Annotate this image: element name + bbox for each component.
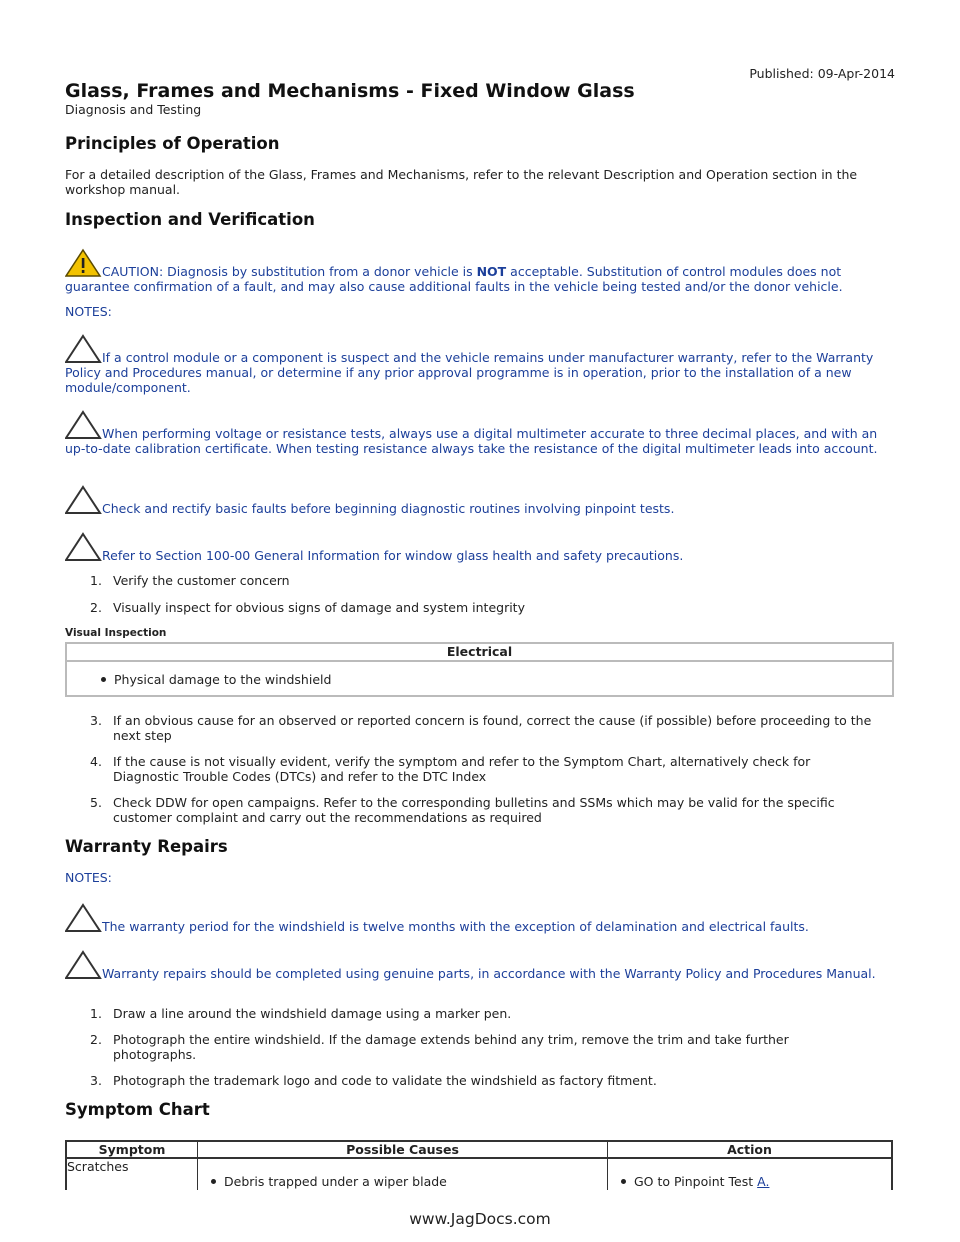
cause-text: Debris trapped under a wiper blade <box>224 1174 447 1189</box>
step-text: If an obvious cause for an observed or reported concern is found, correct the cause (if possible) before proceeding to the next step <box>113 713 872 743</box>
warranty-notes-label: NOTES: <box>65 870 112 885</box>
step-text: Photograph the trademark logo and code to validate the windshield as factory fitment. <box>113 1073 657 1088</box>
step-text: If the cause is not visually evident, verify the symptom and refer to the Symptom Chart, alternatively check for Diagnostic Trouble Codes (DTCs) and refer to the DTC Index <box>113 754 811 784</box>
step-text: Verify the customer concern <box>113 573 290 588</box>
note-triangle-icon <box>65 485 102 515</box>
bullet-icon <box>621 1179 626 1184</box>
published-date: Published: 09-Apr-2014 <box>749 66 895 81</box>
caution-note <box>65 248 895 294</box>
step-text: Visually inspect for obvious signs of damage and system integrity <box>113 600 525 615</box>
note-item <box>65 334 895 395</box>
step-number: 2. <box>90 1032 102 1047</box>
note-text: Check and rectify basic faults before beginning diagnostic routines involving pinpoint tests. <box>102 501 675 516</box>
action-cell <box>608 1158 893 1190</box>
column-header-causes: Possible Causes <box>198 1141 608 1158</box>
inspection-heading: Inspection and Verification <box>65 210 315 229</box>
visual-inspection-label: Visual Inspection <box>65 627 167 639</box>
note-item <box>65 410 895 456</box>
note-item <box>65 903 895 934</box>
step-number: 5. <box>90 795 102 810</box>
symptom-chart-heading: Symptom Chart <box>65 1100 210 1119</box>
bullet-icon <box>101 677 106 682</box>
note-item <box>65 532 895 563</box>
caution-text-bold: NOT <box>476 264 507 279</box>
note-triangle-icon <box>65 410 102 440</box>
electrical-header: Electrical <box>67 644 892 662</box>
note-text: Refer to Section 100-00 General Information for window glass health and safety precautions. <box>102 548 684 563</box>
table-header-row <box>66 1141 892 1158</box>
column-header-symptom: Symptom <box>66 1141 198 1158</box>
table-row <box>66 1158 892 1190</box>
list-item <box>101 672 331 687</box>
step-number: 3. <box>90 1073 102 1088</box>
note-item <box>65 950 895 981</box>
step-text: Draw a line around the windshield damage using a marker pen. <box>113 1006 512 1021</box>
principles-heading: Principles of Operation <box>65 134 280 153</box>
note-text: When performing voltage or resistance tests, always use a digital multimeter accurate to three decimal places, and with an up-to-date calibration certificate. When testing resistance always take the resistance of the digital multimeter leads into account. <box>65 426 878 456</box>
caution-text-post: acceptable. Substitution of control modules does not guarantee confirmation of a fault, and may also cause additional faults in the vehicle being tested and/or the donor vehicle. <box>65 264 843 294</box>
note-text: Warranty repairs should be completed using genuine parts, in accordance with the Warranty Policy and Procedures Manual. <box>102 966 876 981</box>
note-item <box>65 485 895 516</box>
note-triangle-icon <box>65 903 102 933</box>
step-number: 4. <box>90 754 102 769</box>
step-number: 3. <box>90 713 102 728</box>
principles-text: For a detailed description of the Glass, Frames and Mechanisms, refer to the relevant Description and Operation section in the workshop manual. <box>65 167 858 197</box>
step-number: 1. <box>90 573 102 588</box>
visual-inspection-table <box>65 642 894 697</box>
action-text: GO to Pinpoint Test <box>634 1174 758 1189</box>
page-title: Glass, Frames and Mechanisms - Fixed Window Glass <box>65 80 635 102</box>
step-text: Check DDW for open campaigns. Refer to the corresponding bulletins and SSMs which may be valid for the specific customer complaint and carry out the recommendations as required <box>113 795 835 825</box>
notes-label: NOTES: <box>65 304 112 319</box>
footer-watermark: www.JagDocs.com <box>409 1210 551 1228</box>
symptom-cell: Scratches <box>66 1158 198 1190</box>
warning-triangle-icon <box>65 248 102 278</box>
note-triangle-icon <box>65 532 102 562</box>
pinpoint-test-link[interactable]: A. <box>757 1174 770 1189</box>
cause-cell <box>198 1158 608 1190</box>
warranty-heading: Warranty Repairs <box>65 837 228 856</box>
step-number: 2. <box>90 600 102 615</box>
column-header-action: Action <box>608 1141 893 1158</box>
step-text: Photograph the entire windshield. If the damage extends behind any trim, remove the trim and take further photographs. <box>113 1032 789 1062</box>
step-number: 1. <box>90 1006 102 1021</box>
note-triangle-icon <box>65 950 102 980</box>
electrical-item-text: Physical damage to the windshield <box>114 672 332 687</box>
caution-text-pre: CAUTION: Diagnosis by substitution from a donor vehicle is <box>102 264 477 279</box>
bullet-icon <box>211 1179 216 1184</box>
note-text: The warranty period for the windshield is twelve months with the exception of delamination and electrical faults. <box>102 919 809 934</box>
note-text: If a control module or a component is suspect and the vehicle remains under manufacturer warranty, refer to the Warranty Policy and Procedures manual, or determine if any prior approval programme is in operation, prior to the installation of a new module/component. <box>65 350 874 395</box>
note-triangle-icon <box>65 334 102 364</box>
symptom-table <box>65 1140 893 1190</box>
page-subtitle: Diagnosis and Testing <box>65 102 202 117</box>
